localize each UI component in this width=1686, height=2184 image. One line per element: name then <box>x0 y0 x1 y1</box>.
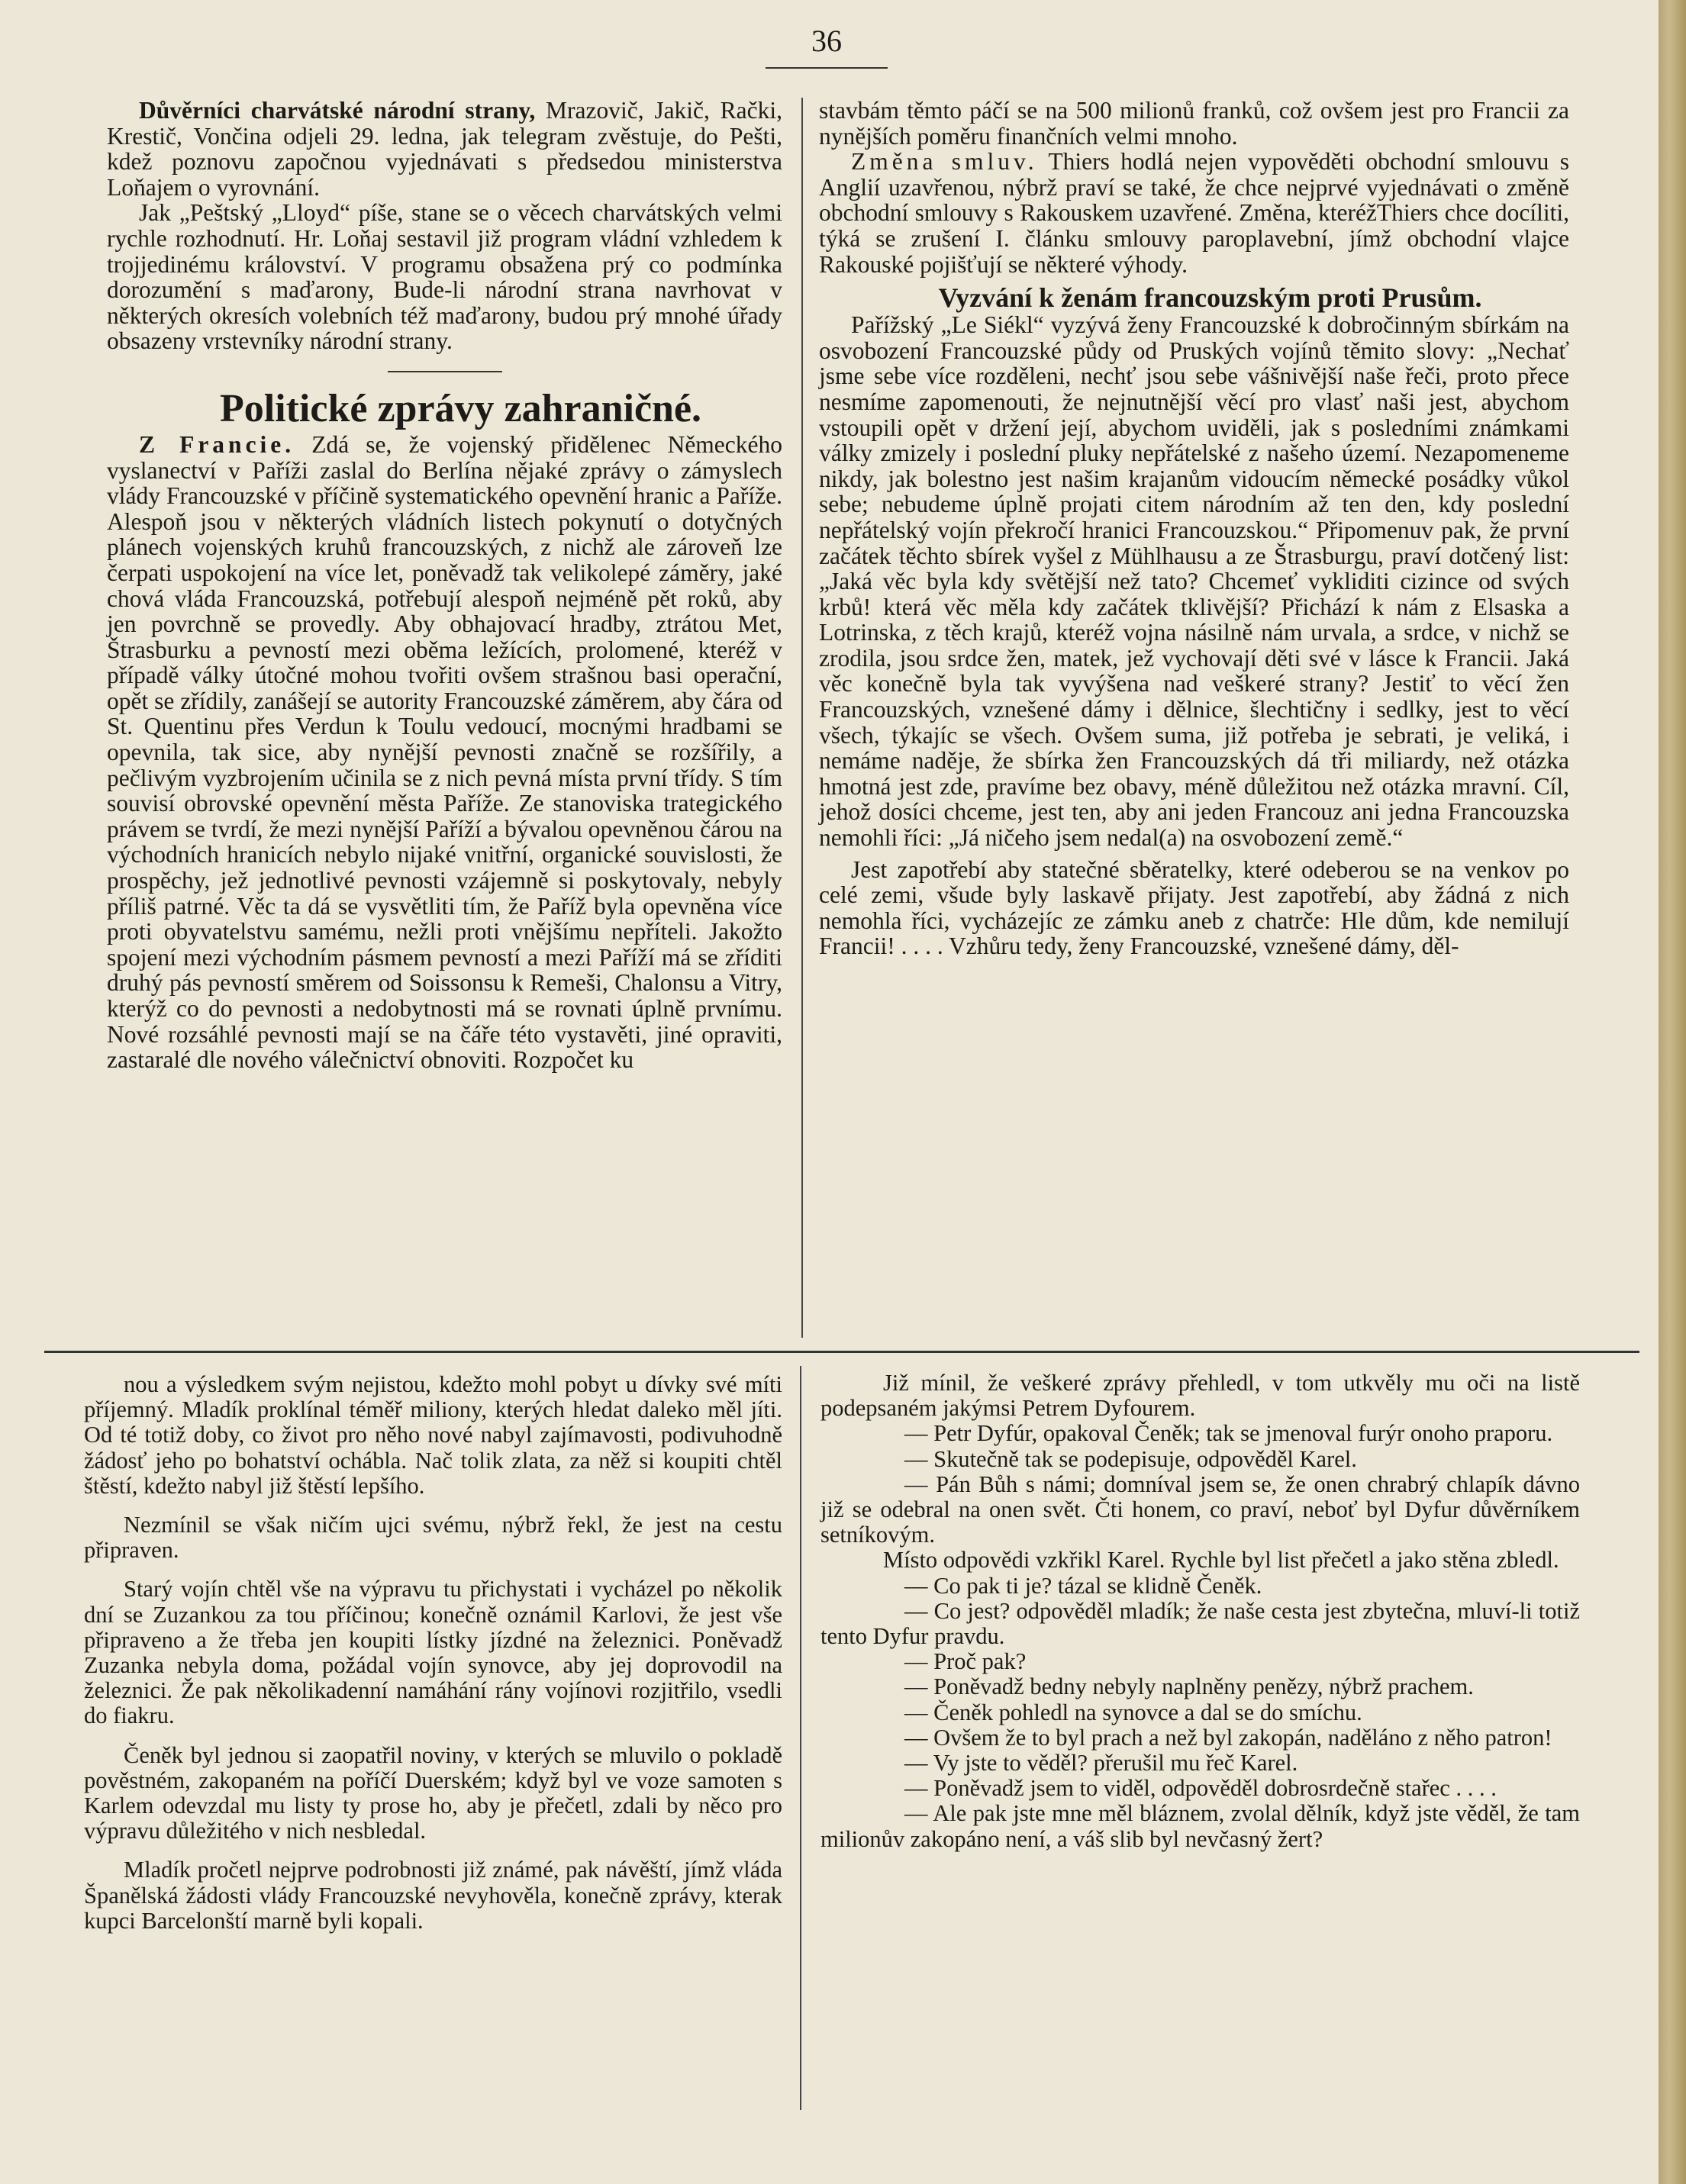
book-edge <box>1659 0 1686 2184</box>
column-divider-lower <box>800 1366 801 2110</box>
paragraph-dialogue-3: — Skutečně tak se podepisuje, odpověděl Karel. <box>904 1445 1357 1472</box>
treaty-lead: Změna smluv. <box>851 148 1038 176</box>
column-divider-upper <box>801 98 803 1338</box>
paragraph-dialogue-11: — Ovšem že to byl prach a než byl zakopán, naděláno z něho patron! <box>904 1724 1552 1751</box>
paragraph-dialogue-6: — Co pak ti je? tázal se klidně Čeněk. <box>904 1572 1262 1599</box>
paragraph-feuilleton-1: nou a výsledkem svým nejistou, kdežto mohl pobyt u dívky své míti příjemný. Mladík proklínal téměř miliony, kterých hledat daleko měl jíti. Od té totiž doby, co život pro něho nové nabyl zajímavosti, podivuhodně žádosť jeho po bohatství ochábla. Nač tolik zlata, za něž si koupiti chtěl štěstí, kdežto nabyl již štěstí lepšího. <box>84 1371 782 1499</box>
column-lower-left <box>84 1372 782 1934</box>
subheading-appeal: Vyzvání k ženám francouzským proti Prusům. <box>938 282 1482 314</box>
page-number-rule <box>766 67 888 69</box>
separator-rule <box>388 371 502 372</box>
feuilleton-rule <box>44 1351 1639 1353</box>
paragraph-feuilleton-4: Čeněk byl jednou si zaopatřil noviny, v kterých se mluvilo o pokladě pověstném, zakopaném na poříčí Duerském; když byl ve voze samoten s Karlem odevzdal mu listy ty prose ho, aby je přečetl, zdali by něco pro výpravu důležitého v nich nesbledal. <box>84 1741 782 1844</box>
paragraph-treaty-change: Změna smluv. Thiers hodlá nejen vypověděti obchodní smlouvu s Anglií uzavřenou, nýbrž praví se také, že chce nejprvé vyjednávati o změně obchodní smlouvy s Rakouskem uzavřené. Změna, kteréžThiers chce docíliti, týká se zrušení I. článku smlouvy paroplavební, jímž obchodní vlajce Rakouské pojišťují se některé výhody. <box>819 148 1569 278</box>
paragraph-dialogue-12: — Vy jste to věděl? přerušil mu řeč Karel. <box>904 1750 1298 1777</box>
paragraph-dialogue-10: — Čeněk pohledl na synovce a dal se do smíchu. <box>904 1699 1362 1725</box>
paragraph-dialogue-14: — Ale pak jste mne měl bláznem, zvolal dělník, když jste věděl, že tam milionův zakopáno není, a váš slib byl nevčasný žert? <box>820 1800 1580 1852</box>
paragraph-dialogue-7: — Co jest? odpověděl mladík; že naše cesta jest zbytečna, mluví-li totiž tento Dyfur pravdu. <box>820 1597 1580 1650</box>
column-upper-right <box>819 98 1569 959</box>
column-lower-right <box>820 1371 1580 1852</box>
paragraph-dialogue-13: — Poněvadž jsem to viděl, odpověděl dobrosrdečně stařec . . . . <box>904 1775 1497 1802</box>
paragraph-france: Z Francie. Zdá se, že vojenský přidělenec Německého vyslanectví v Paříži zaslal do Berlína nějaké zprávy o zámyslech vlády Francouzské v příčině systematického opevnění hranic a Paříže. Alespoň jsou v některých vládních listech pokynutí o dotyčných plánech vojenských kruhů francouzských, z nichž ale zároveň lze čerpati uspokojení na více let, poněvadž tak velikolepé záměry, jaké chová vláda Francouzská, potřebují alespoň nejméně pět roků, aby jen povrchně se provedly. Aby obhajovací hradby, ztrátou Met, Štrasburku a pevností mezi oběma ležících, prolomené, kteréž v případě války útočné mohou tvořiti ovšem strašnou basi operační, opět se zřídily, zanášejí se autority Francouzské záměrem, aby čára od St. Quentinu přes Verdun k Toulu vedoucí, mocnými hradbami se opevnila, tak sice, aby nynější pevnosti značně se rozšířily, a pečlivým vyzbrojením učinila se z nich pevná místa první třídy. S tím souvisí obrovské opevnění města Paříže. Ze stanoviska trategického právem se tvrdí, že mezi nynější Paříží a bývalou opevněnou čárou na východních hranicích nebylo nijaké vnitřní, organické souvislosti, že prospěchy, jež jednotlivé pevnosti vzájemně si poskytovaly, nebyly příliš patrné. Věc ta dá se vysvětliti tím, že Paříž byla opevněna více proti obyvatelstvu samému, nežli proti vnějšímu nepříteli. Jakožto spojení mezi východním pásmem pevností a mezi Paříží má se zříditi druhý pás pevností směrem od Soissonsu k Remeši, Chalonsu a Vitry, kterýž co do pevnosti a nedobytnosti má se rovnati úplně prvnímu. Nové rozsáhlé pevnosti mají se na čáře této vystavěti, jiné opraviti, zastaralé dle nového válečnictví obnoviti. Rozpočet ku <box>107 430 782 1074</box>
paragraph-dialogue-2: — Petr Dyfúr, opakoval Čeněk; tak se jmenoval furýr onoho praporu. <box>904 1420 1553 1447</box>
france-lead: Z Francie. <box>139 430 295 458</box>
paragraph-dialogue-1: Již mínil, že veškeré zprávy přehledl, v tom utkvěly mu oči na listě podepsaném jakýmsi Petrem Dyfourem. <box>820 1370 1580 1422</box>
paragraph-feuilleton-2: Nezmínil se však ničím ujci svému, nýbrž řekl, že jest na cestu připraven. <box>84 1512 782 1564</box>
paragraph-appeal: Pařížský „Le Siékl“ vyzývá ženy Francouzské k dobročinným sbírkám na osvobození Francouzské půdy od Pruských vojínů těmito slovy: „Nechať jsme sebe více rozděleni, nechť jsou sebe vášnivější naše řeči, proto přece nesmíme zapomenouti, že nejnutnější věcí pro vlasť naši jest, abychom vstoupili opět v držení její, abychom uviděli, jak s posledními známkami války zmizely i poslední pluky nepřátelské z našeho území. Nezapomeneme nikdy, jak bolestno jest našim krajanům vidoucím německé posádky vůkol sebe; nebudeme úplně projati citem národním až ten den, kdy poslední nepřátelský vojín překročí hranici Francouzskou.“ Připomenuv pak, že první začátek těchto sbírek vyšel z Mühlhausu a ze Štrasburgu, praví dotčený list: „Jaká věc byla kdy světější než tato? Chcemeť vykliditi cizince od svých krbů! která věc měla kdy začátek tklivější? Přichází k nám z Elsaska a Lotrinska, z těch krajů, kteréž vojna násilně nám urvala, a srdce, v nichž se zrodila, jsou srdce žen, matek, jež vychovají děti své v lásce k Francii. Jaká věc konečně byla tak vyvýšena nad veškeré strany? Jestiť to věcí žen Francouzských, vznešené dámy i dělnice, šlechtičny i sedlky, jest to věcí všech, týkajíc se všech. Ovšem suma, již potřeba je sebrati, je veliká, i nemáme naděje, že sbírka žen Francouzských dá tři miliardy, než otázka hmotná jest zde, pravíme bez obavy, méně důležitou než otázka mravní. Cíl, jehož dosíci chceme, jest ten, aby ani jeden Francouz ani jedna Francouzska nemohli říci: „Já ničeho jsem nedal(a) na osvobození země.“ <box>819 311 1569 852</box>
paragraph-dialogue-9: — Poněvadž bedny nebyly naplněny penězy, nýbrž prachem. <box>904 1673 1474 1700</box>
paragraph-budget: stavbám těmto páčí se na 500 milionů franků, což ovšem jest pro Francii za nynějších poměru finančních velmi mnoho. <box>819 97 1569 150</box>
paragraph-feuilleton-3: Starý vojín chtěl vše na výpravu tu přichystati i vycházel po několik dní se Zuzankou za tou příčinou; konečně oznámil Karlovi, že jest vše připraveno a že třeba jen koupiti lístky jízdné na železnici. Poněvadž Zuzanka nebyla doma, požádal vojín synovce, aby jej doprovodil na železnici. Že pak několikadenní namáhání rány vojínovi rozjitřilo, vsedli do fiakru. <box>84 1576 782 1729</box>
paragraph-feuilleton-5: Mladík pročetl nejprve podrobnosti již známé, pak návěští, jímž vláda Španělská žádosti vlády Francouzské nevyhověla, konečně zprávy, kterak kupci Barcelonští marně byli kopali. <box>84 1857 782 1934</box>
paragraph-collectors: Jest zapotřebí aby statečné sběratelky, které odeberou se na venkov po celé zemi, všude byly laskavě přijaty. Jest zapotřebí, aby žádná z nich nemohla říci, vycházejíc ze zámku aneb z chatrče: Hle dům, kde nemilují Francii! . . . . Vzhůru tedy, ženy Francouzské, vznešené dámy, děl- <box>819 855 1569 960</box>
paragraph-dialogue-4: — Pán Bůh s námi; domníval jsem se, že onen chrabrý chlapík dávno již se odebral na onen svět. Čti honem, co praví, neboť byl Dyfur důvěrníkem setníkovým. <box>820 1470 1580 1548</box>
lead-bold: Důvěrníci charvátské národní strany, <box>139 97 536 124</box>
paragraph-croatian-delegates: Důvěrníci charvátské národní strany, Mrazovič, Jakič, Rački, Krestič, Vončina odjeli 29. ledna, jak telegram zvěstuje, do Pešti, kdež poznovu započnou vyjednávati s předsedou ministerstva Loňajem o vyrovnání. <box>107 97 782 201</box>
paragraph-dialogue-8: — Proč pak? <box>904 1648 1027 1675</box>
column-upper-left <box>107 98 782 1073</box>
page-number: 36 <box>811 24 842 58</box>
paragraph-lloyd: Jak „Peštský „Lloyd“ píše, stane se o věcech charvátských velmi rychle rozhodnutí. Hr. Loňaj sestavil již program vládní vzhledem k trojjedinému království. V programu obsažena prý co podmínka dorozumění s maďarony, Bude-li národní strana navrhovat v některých okresích volebních též maďarony, budou prý mnohé úřady obsazeny vrstevníky národní strany. <box>107 199 782 355</box>
paragraph-dialogue-5: Místo odpovědi vzkřikl Karel. Rychle byl list přečetl a jako stěna zbledl. <box>883 1547 1559 1574</box>
section-heading: Politické zprávy zahraničné. <box>219 386 702 430</box>
